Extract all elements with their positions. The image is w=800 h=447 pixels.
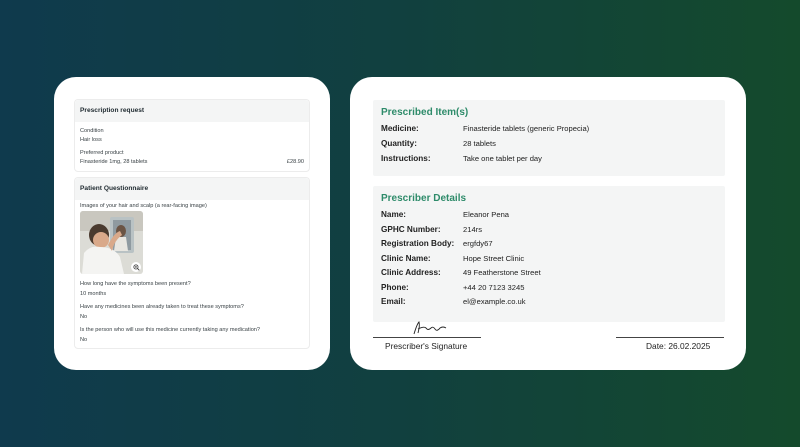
answer-2: No xyxy=(80,314,88,320)
email-label: Email: xyxy=(381,297,406,306)
clinic-name-label: Clinic Name: xyxy=(381,254,431,263)
condition-value: Hair loss xyxy=(80,137,102,143)
prescription-request-title: Prescription request xyxy=(75,100,309,122)
patient-questionnaire-section xyxy=(74,177,310,349)
prescriber-name-value: Eleanor Pena xyxy=(463,210,510,219)
condition-label: Condition xyxy=(80,128,104,134)
quantity-label: Quantity: xyxy=(381,139,417,148)
product-price: £28.90 xyxy=(286,159,304,165)
prescribed-items-title: Prescribed Item(s) xyxy=(381,107,469,118)
prescriber-details-panel xyxy=(373,186,725,322)
prescribed-items-panel xyxy=(373,100,725,176)
prescription-request-card xyxy=(54,77,330,370)
clinic-address-value: 49 Featherstone Street xyxy=(463,268,541,277)
instructions-value: Take one tablet per day xyxy=(463,154,542,163)
prescriber-signature-label: Prescriber's Signature xyxy=(385,341,468,351)
preferred-product-value: Finasteride 1mg, 28 tablets xyxy=(80,159,148,165)
scalp-photo-thumbnail[interactable] xyxy=(80,211,143,274)
prescription-request-section xyxy=(74,99,310,172)
quantity-value: 28 tablets xyxy=(463,139,496,148)
clinic-address-label: Clinic Address: xyxy=(381,268,441,277)
gphc-number-value: 214rs xyxy=(463,225,482,234)
question-2: Have any medicines been already taken to treat these symptoms? xyxy=(80,304,244,310)
instructions-label: Instructions: xyxy=(381,154,431,163)
question-1: How long have the symptoms been present? xyxy=(80,281,191,287)
zoom-in-icon[interactable] xyxy=(131,262,141,272)
prescription-document-card xyxy=(350,77,746,370)
preferred-product-label: Preferred product xyxy=(80,150,124,156)
patient-questionnaire-title: Patient Questionnaire xyxy=(75,178,309,200)
medicine-label: Medicine: xyxy=(381,124,419,133)
phone-value: +44 20 7123 3245 xyxy=(463,283,525,292)
handwritten-signature xyxy=(410,320,450,336)
clinic-name-value: Hope Street Clinic xyxy=(463,254,525,263)
email-value: el@example.co.uk xyxy=(463,297,526,306)
prescriber-name-label: Name: xyxy=(381,210,407,219)
gphc-number-label: GPHC Number: xyxy=(381,225,441,234)
answer-3: No xyxy=(80,337,88,343)
registration-body-value: ergfdy67 xyxy=(463,239,493,248)
question-3: Is the person who will use this medicine currently taking any medication? xyxy=(80,327,261,333)
answer-1: 10 months xyxy=(80,291,107,297)
signature-line xyxy=(373,337,481,338)
date-line xyxy=(616,337,724,338)
medicine-value: Finasteride tablets (generic Propecia) xyxy=(463,124,590,133)
phone-label: Phone: xyxy=(381,283,409,292)
image-upload-label: Images of your hair and scalp (a rear-facing image) xyxy=(80,203,207,209)
registration-body-label: Registration Body: xyxy=(381,239,455,248)
prescriber-details-title: Prescriber Details xyxy=(381,193,467,204)
signature-date: Date: 26.02.2025 xyxy=(646,341,711,351)
